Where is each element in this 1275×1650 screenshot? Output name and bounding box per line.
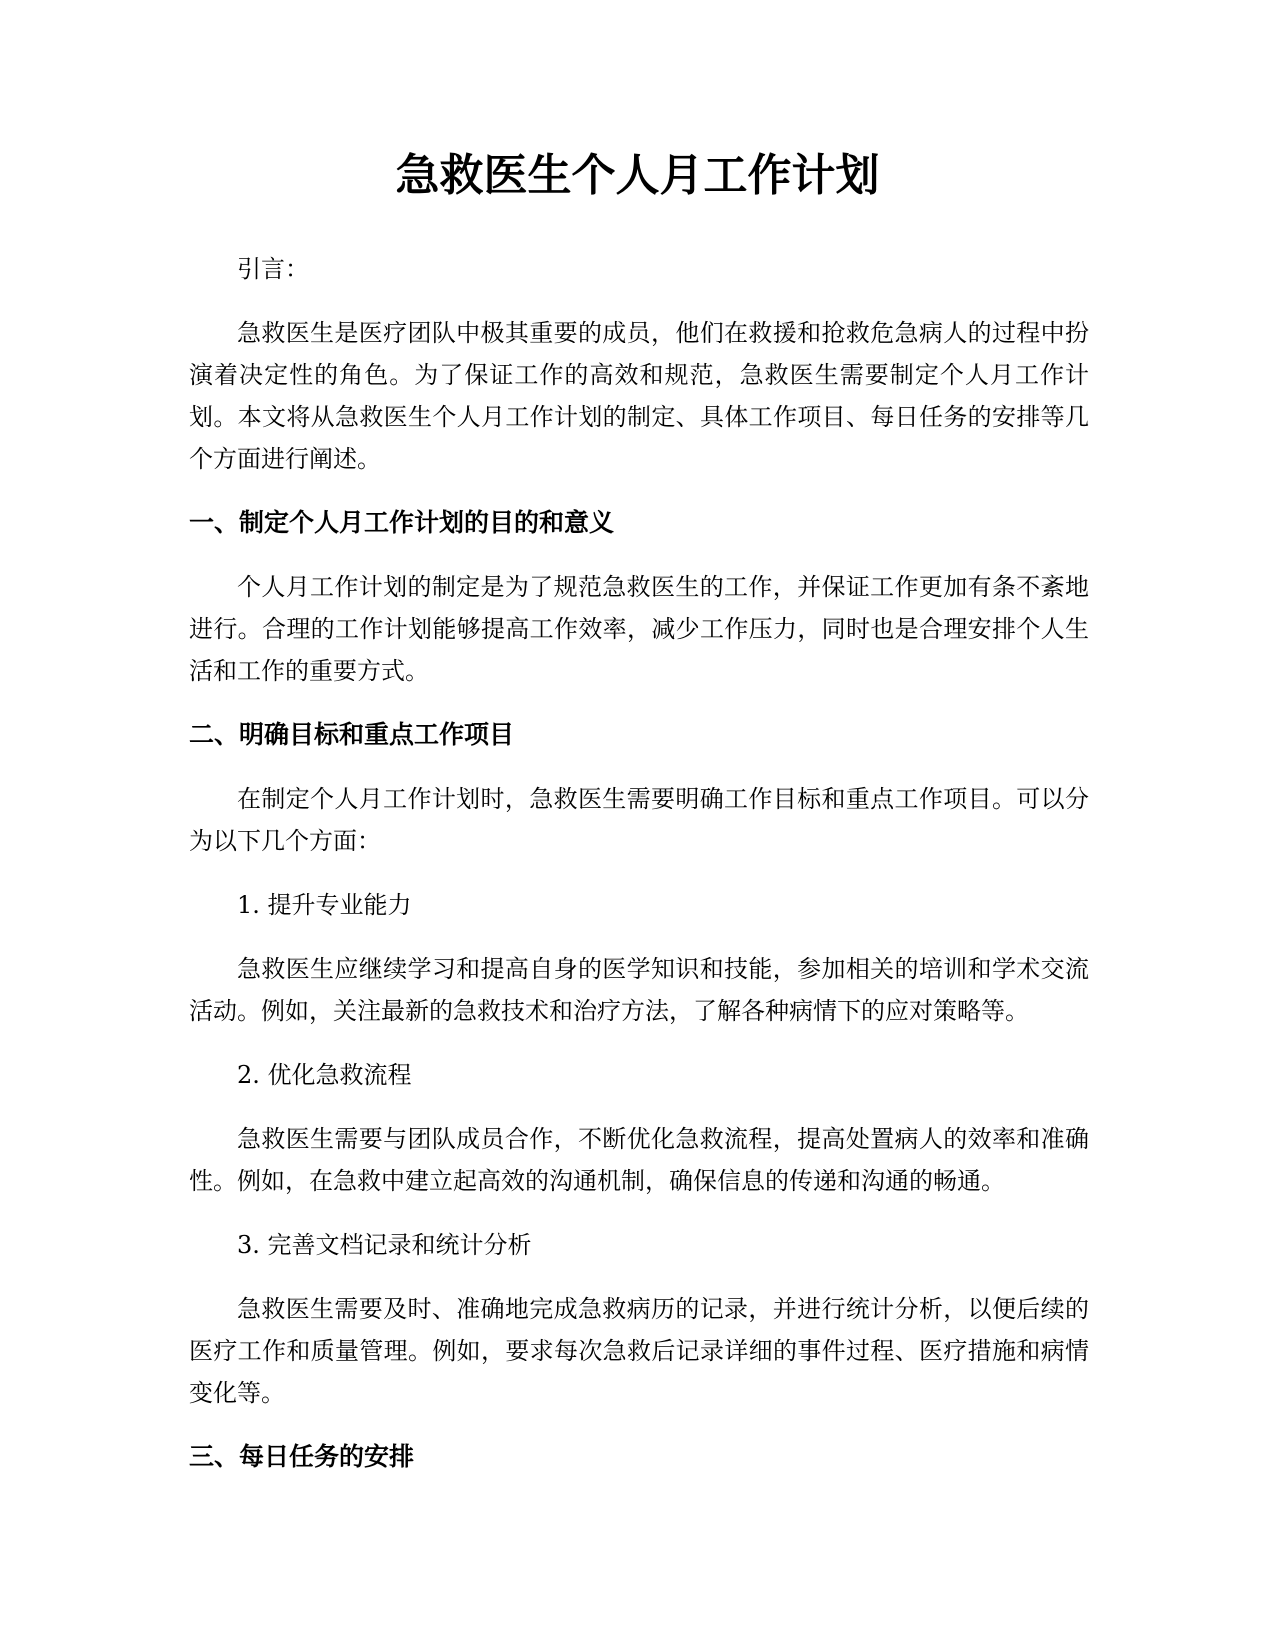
document-title: 急救医生个人月工作计划 bbox=[395, 150, 880, 201]
section-1-heading: 一、制定个人月工作计划的目的和意义 bbox=[189, 508, 615, 537]
section-1-paragraph: 个人月工作计划的制定是为了规范急救医生的工作，并保证工作更加有条不紊地进行。合理的工作计划能够提高工作效率，减少工作压力，同时也是合理安排个人生活和工作的重要方式。 bbox=[189, 573, 1089, 685]
document-body bbox=[189, 248, 1089, 1500]
item-3-label: 3. 完善文档记录和统计分析 bbox=[237, 1231, 532, 1259]
item-2-paragraph: 急救医生需要与团队成员合作，不断优化急救流程，提高处置病人的效率和准确性。例如，在急救中建立起高效的沟通机制，确保信息的传递和沟通的畅通。 bbox=[189, 1125, 1089, 1195]
intro-label: 引言： bbox=[237, 255, 309, 283]
section-2-heading: 二、明确目标和重点工作项目 bbox=[189, 720, 515, 749]
intro-paragraph: 急救医生是医疗团队中极其重要的成员，他们在救援和抢救危急病人的过程中扮演着决定性的角色。为了保证工作的高效和规范，急救医生需要制定个人月工作计划。本文将从急救医生个人月工作计划的制定、具体工作项目、每日任务的安排等几个方面进行阐述。 bbox=[189, 319, 1089, 473]
section-3-heading: 三、每日任务的安排 bbox=[189, 1442, 415, 1471]
item-3-paragraph: 急救医生需要及时、准确地完成急救病历的记录，并进行统计分析，以便后续的医疗工作和质量管理。例如，要求每次急救后记录详细的事件过程、医疗措施和病情变化等。 bbox=[189, 1295, 1089, 1407]
item-1-label: 1. 提升专业能力 bbox=[237, 891, 412, 919]
section-2-paragraph: 在制定个人月工作计划时，急救医生需要明确工作目标和重点工作项目。可以分为以下几个方面： bbox=[189, 785, 1089, 855]
item-1-paragraph: 急救医生应继续学习和提高自身的医学知识和技能，参加相关的培训和学术交流活动。例如，关注最新的急救技术和治疗方法，了解各种病情下的应对策略等。 bbox=[189, 955, 1089, 1025]
item-2-label: 2. 优化急救流程 bbox=[237, 1061, 412, 1089]
